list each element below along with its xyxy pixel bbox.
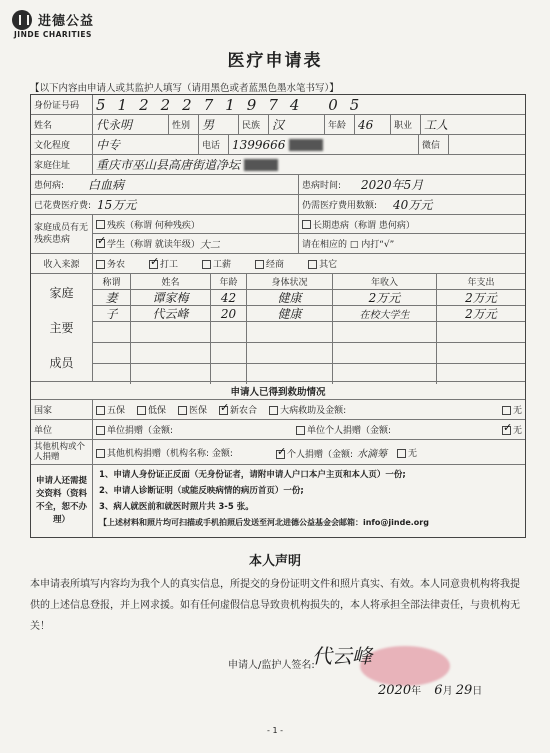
- other-org-option[interactable]: [96, 446, 276, 459]
- members-header: 称谓: [93, 274, 131, 289]
- date-month: 6: [434, 683, 443, 698]
- cost-field[interactable]: [31, 195, 299, 214]
- member-empty[interactable]: [247, 343, 333, 363]
- row-documents: [31, 465, 525, 537]
- income-checkbox[interactable]: [308, 260, 317, 269]
- age-value[interactable]: 46: [355, 115, 391, 134]
- member-empty[interactable]: [131, 343, 211, 363]
- member-name[interactable]: 谭家梅: [131, 290, 211, 305]
- table-row: [93, 364, 525, 384]
- income-option-label: 经商: [266, 260, 285, 270]
- row-family-members: [31, 274, 525, 382]
- phone-field[interactable]: [229, 135, 419, 154]
- unit-option-label: 无: [512, 426, 522, 436]
- unit-label: 单位: [31, 420, 93, 439]
- members-header: 姓名: [131, 274, 211, 289]
- declaration-text: 本申请表所填写内容均为我个人的真实信息，所提交的身份证明文件和照片真实、有效。本人同意贵机构将我提供的上述信息登报，并上网求援。如有任何虚假信息导致贵机构损失的，本人将承担全部法律责任，与贵机构无关！: [30, 579, 520, 632]
- cost-label: 已花费医疗费:: [34, 201, 92, 211]
- disabled-label: 残疾（称谓 何种残疾）: [107, 220, 200, 231]
- chronic-label: 长期患病（称谓 患何病）: [313, 220, 415, 231]
- national-checkbox[interactable]: [502, 406, 511, 415]
- national-option-label: 五保: [107, 406, 126, 416]
- member-empty[interactable]: [93, 364, 131, 384]
- unit-option-label: 单位个人捐赠（金额:: [307, 426, 392, 436]
- national-checkbox[interactable]: [178, 406, 187, 415]
- member-relation[interactable]: 子: [93, 306, 131, 321]
- income-checkbox-checked[interactable]: [149, 260, 158, 269]
- id-label: 身份证号码: [31, 95, 93, 114]
- member-age[interactable]: 42: [211, 290, 247, 305]
- national-checkbox-checked[interactable]: [219, 406, 228, 415]
- members-label-2: 主要: [49, 321, 74, 335]
- cost-value: 15万元: [97, 198, 137, 212]
- unit-donation-option[interactable]: [96, 423, 296, 436]
- address-field[interactable]: [93, 155, 525, 174]
- member-empty[interactable]: [93, 322, 131, 342]
- unit-checkbox[interactable]: [96, 426, 105, 435]
- table-row: [93, 306, 525, 322]
- income-option-label: 其它: [319, 260, 338, 270]
- gender-value[interactable]: 男: [199, 115, 239, 134]
- disease-field[interactable]: [31, 175, 299, 194]
- page-number: - 1 -: [267, 726, 283, 735]
- disabled-checkbox[interactable]: [96, 220, 105, 229]
- student-option[interactable]: [93, 234, 298, 253]
- other-none-option[interactable]: [397, 446, 417, 459]
- member-health[interactable]: 健康: [247, 290, 333, 305]
- other-checkbox-checked[interactable]: [276, 450, 285, 459]
- member-empty[interactable]: [211, 322, 247, 342]
- date-day: 29: [455, 683, 473, 698]
- member-empty[interactable]: [437, 364, 525, 384]
- application-form-table: [30, 94, 526, 538]
- income-checkbox[interactable]: [96, 260, 105, 269]
- member-empty[interactable]: [333, 364, 437, 384]
- income-checkbox[interactable]: [202, 260, 211, 269]
- member-expense[interactable]: 2万元: [465, 307, 497, 321]
- members-header: 年龄: [211, 274, 247, 289]
- member-empty[interactable]: [333, 322, 437, 342]
- declaration-title: 本人声明: [248, 554, 301, 569]
- national-checkbox[interactable]: [269, 406, 278, 415]
- signature[interactable]: 代云峰: [312, 644, 372, 668]
- national-option[interactable]: [269, 403, 346, 416]
- doc-item: 2、申请人诊断证明（或能反映病情的病历首页）一份;: [99, 486, 304, 496]
- row-name: [31, 115, 525, 135]
- address-label: 家庭住址: [31, 155, 93, 174]
- other-option-label: 个人捐赠（金额:: [287, 449, 354, 460]
- unit-checkbox-checked[interactable]: [502, 426, 511, 435]
- national-checkbox[interactable]: [96, 406, 105, 415]
- income-option-business[interactable]: [255, 257, 284, 270]
- family-disease-left: [93, 215, 299, 253]
- member-income[interactable]: 在校大学生: [333, 306, 437, 321]
- ethnicity-value[interactable]: 汉: [269, 115, 325, 134]
- redacted-block: [289, 139, 323, 151]
- student-checkbox-checked[interactable]: [96, 239, 105, 248]
- red-fingerprint-seal: [360, 646, 450, 686]
- aid-title: 申请人已得到救助情况: [230, 386, 326, 398]
- page-title: 医疗申请表: [227, 51, 323, 71]
- disabled-option[interactable]: [93, 215, 298, 234]
- logo-en-text: JINDE CHARITIES: [14, 30, 92, 39]
- ethnicity-label: 民族: [239, 115, 269, 134]
- national-option[interactable]: [219, 403, 257, 416]
- age-label: 年龄: [325, 115, 355, 134]
- national-option[interactable]: [137, 403, 166, 416]
- row-address: [31, 155, 525, 175]
- row-national-aid: [31, 400, 525, 420]
- member-age[interactable]: 20: [211, 306, 247, 321]
- phone-label: 电话: [199, 135, 229, 154]
- income-option-farming[interactable]: [96, 257, 125, 270]
- job-value[interactable]: 工人: [424, 118, 449, 132]
- row-other-aid: [31, 440, 525, 465]
- member-name[interactable]: 代云峰: [131, 306, 211, 321]
- income-option-label: 务农: [107, 260, 126, 270]
- other-personal-value: 水滴筹: [357, 448, 388, 460]
- logo-cn-text: 进德公益: [38, 14, 95, 29]
- national-label: 国家: [31, 400, 93, 419]
- unit-none-option[interactable]: [502, 423, 522, 436]
- members-label: [31, 274, 93, 381]
- unit-checkbox[interactable]: [296, 426, 305, 435]
- doc-item: 1、申请人身份证正反面（无身份证者，请附申请人户口本户主页和本人页）一份;: [99, 470, 406, 480]
- chronic-option[interactable]: [299, 215, 525, 234]
- job-label: 职业: [391, 115, 421, 134]
- table-row: [93, 322, 525, 343]
- unit-option-label: 单位捐赠（金额:: [107, 426, 174, 436]
- member-health[interactable]: 健康: [247, 306, 333, 321]
- gender-label: 性别: [169, 115, 199, 134]
- unit-personal-option[interactable]: [296, 423, 486, 436]
- tick-hint: 请在相应的 □ 内打“√”: [302, 240, 395, 250]
- member-empty[interactable]: [247, 364, 333, 384]
- address-value: 重庆市巫山县高唐街道净坛: [96, 158, 241, 172]
- doc-item: 【上述材料和照片均可扫描或手机拍照后发送至河北进德公益基金会邮箱：info@jinde.org: [99, 518, 429, 527]
- national-option-label: 低保: [148, 406, 167, 416]
- income-option-salary[interactable]: [202, 257, 231, 270]
- member-expense[interactable]: 2万元: [465, 291, 497, 305]
- education-value[interactable]: 中专: [93, 135, 199, 154]
- form-instructions: 【以下内容由申请人或其监护人填写（请用黑色或者蓝黑色墨水笔书写）】: [30, 83, 339, 94]
- name-label: 姓名: [31, 115, 93, 134]
- table-row: [93, 290, 525, 306]
- family-disease-right: [299, 215, 525, 253]
- members-header-row: [93, 274, 525, 290]
- row-education: [31, 135, 525, 155]
- income-label: 收入来源: [31, 254, 93, 273]
- row-aid-title: [31, 382, 525, 400]
- other-option-label: 其他机构捐赠（机构名称: 金额:: [107, 448, 233, 459]
- members-header: 年支出: [467, 278, 495, 288]
- education-label: 文化程度: [31, 135, 93, 154]
- national-option-label: 大病救助及金额:: [280, 406, 347, 416]
- member-empty[interactable]: [333, 343, 437, 363]
- row-family-disease: [31, 215, 525, 254]
- income-option-other[interactable]: [308, 257, 337, 270]
- member-empty[interactable]: [131, 364, 211, 384]
- national-option-label: 无: [512, 406, 522, 416]
- onset-value: 2020年5月: [361, 178, 424, 192]
- signature-label: 申请人/监护人签名:: [228, 660, 315, 671]
- income-options: [93, 254, 525, 273]
- other-personal-option[interactable]: [276, 445, 387, 460]
- row-unit-aid: [31, 420, 525, 440]
- members-header: 身体状况: [247, 274, 333, 289]
- member-empty[interactable]: [437, 343, 525, 363]
- member-empty[interactable]: [211, 364, 247, 384]
- phone-value: 1399666: [232, 137, 286, 152]
- doc-item: 3、病人就医前和就医时照片共 3-5 张。: [99, 502, 254, 512]
- other-option-label: 无: [408, 448, 418, 459]
- need-field[interactable]: [299, 195, 525, 214]
- need-value: 40万元: [393, 198, 433, 212]
- redacted-block: [244, 159, 278, 171]
- member-empty[interactable]: [131, 322, 211, 342]
- chronic-checkbox[interactable]: [302, 220, 311, 229]
- jinde-logo-icon: [12, 10, 32, 30]
- national-option[interactable]: [96, 403, 125, 416]
- income-checkbox[interactable]: [255, 260, 264, 269]
- national-checkbox[interactable]: [137, 406, 146, 415]
- member-empty[interactable]: [247, 322, 333, 342]
- member-empty[interactable]: [211, 343, 247, 363]
- income-option-labor[interactable]: [149, 257, 178, 270]
- date-year: 2020: [378, 683, 412, 698]
- unit-options: [93, 420, 525, 439]
- members-table: [93, 274, 525, 381]
- members-header: 年收入: [333, 274, 437, 289]
- national-options: [93, 400, 525, 419]
- table-row: [93, 343, 525, 364]
- jinde-logo: [12, 8, 132, 42]
- member-empty[interactable]: [93, 343, 131, 363]
- member-income[interactable]: 2万元: [333, 290, 437, 305]
- members-label-3: 成员: [49, 356, 74, 370]
- signature-date[interactable]: [378, 682, 482, 698]
- row-id: [31, 95, 525, 115]
- row-disease: [31, 175, 525, 195]
- income-option-label: 工薪: [213, 260, 232, 270]
- date-day-unit: 日: [472, 686, 483, 697]
- need-label: 仍需医疗费用数额:: [302, 201, 378, 211]
- date-year-unit: 年: [411, 686, 422, 697]
- disease-label: 患何病:: [34, 181, 65, 191]
- docs-list: [93, 465, 525, 537]
- wechat-value[interactable]: [449, 135, 525, 154]
- national-option[interactable]: [502, 403, 522, 416]
- other-checkbox[interactable]: [96, 449, 105, 458]
- name-value[interactable]: 代永明: [93, 115, 169, 134]
- other-checkbox[interactable]: [397, 449, 406, 458]
- student-value: 大二: [199, 240, 220, 251]
- row-cost: [31, 195, 525, 215]
- row-income: [31, 254, 525, 274]
- id-value[interactable]: 5122271974 05: [96, 95, 372, 114]
- members-label-1: 家庭: [49, 286, 74, 300]
- member-relation[interactable]: 妻: [93, 290, 131, 305]
- wechat-label: 微信: [419, 135, 449, 154]
- onset-label: 患病时间:: [302, 181, 342, 191]
- national-option-label: 新农合: [230, 406, 258, 416]
- family-disease-label: 家庭成员有无残疾患病: [31, 215, 93, 253]
- onset-field[interactable]: [299, 175, 525, 194]
- income-option-label: 打工: [160, 260, 179, 270]
- docs-label: 申请人还需提交资料（资料不全，恕不办理）: [31, 465, 93, 537]
- national-option-label: 医保: [189, 406, 208, 416]
- national-option[interactable]: [178, 403, 207, 416]
- other-label: 其他机构或个人捐赠: [31, 440, 93, 464]
- member-empty[interactable]: [437, 322, 525, 342]
- date-month-unit: 月: [442, 686, 453, 697]
- disease-value: 白血病: [88, 178, 125, 192]
- other-options: [93, 440, 525, 464]
- student-label: 学生（称谓 就读年级）: [107, 240, 200, 250]
